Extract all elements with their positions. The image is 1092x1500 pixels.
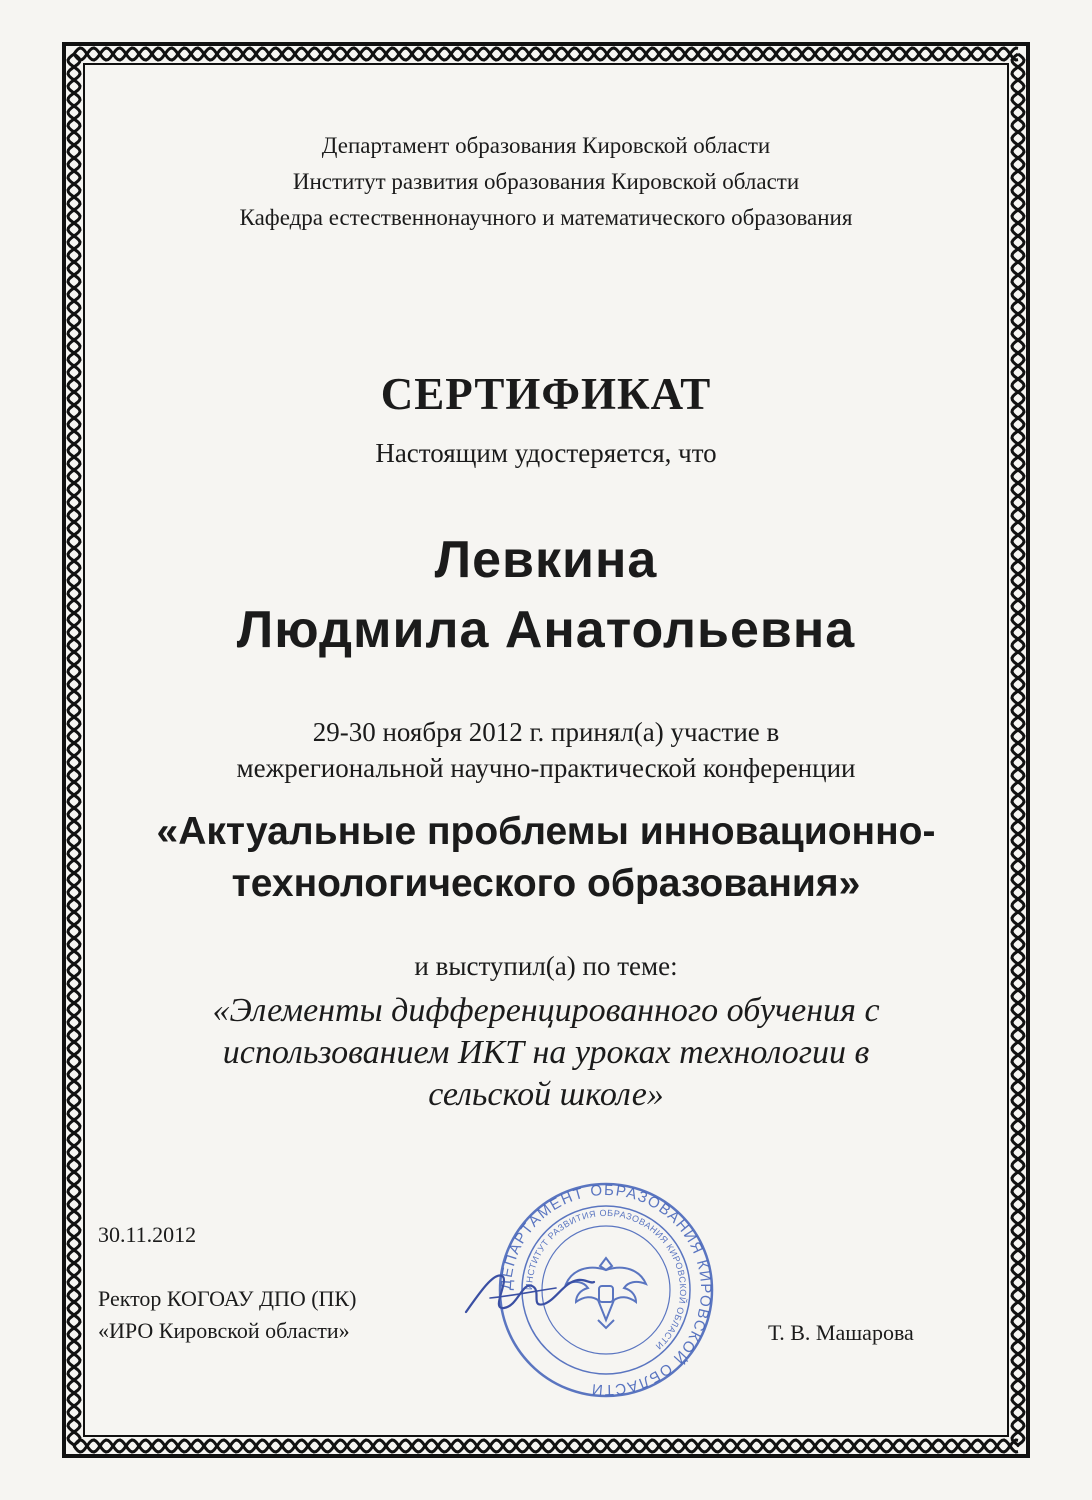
issue-date: 30.11.2012 — [98, 1222, 197, 1247]
topic-lead: и выступил(а) по теме: — [414, 951, 678, 981]
participation-statement — [0, 714, 1092, 786]
conference-title — [0, 806, 1092, 910]
certification-intro: Настоящим удостеряется, что — [375, 438, 717, 468]
recipient-given-names: Людмила Анатольевна — [236, 601, 856, 659]
signatory-name: Т. В. Машарова — [768, 1320, 914, 1345]
talk-topic-line-2: использованием ИКТ на уроках технологии в — [222, 1034, 870, 1071]
rector-line-2: «ИРО Кировской области» — [98, 1318, 350, 1343]
institute-line: Институт развития образования Кировской области — [292, 169, 800, 194]
recipient-surname: Левкина — [434, 531, 658, 589]
conference-title-line-2: технологического образования» — [231, 862, 861, 905]
seal-outer-text: ДЕПАРТАМЕНТ ОБРАЗОВАНИЯ КИРОВСКОЙ ОБЛАСТИ — [497, 1181, 715, 1399]
talk-topic-line-3: сельской школе» — [428, 1076, 664, 1113]
conference-title-line-1: «Актуальные проблемы инновационно- — [156, 810, 936, 853]
certificate-title: СЕРТИФИКАТ — [380, 369, 712, 419]
rector-title — [98, 1283, 356, 1347]
issuer-header — [0, 128, 1092, 236]
department-line: Департамент образования Кировской области — [321, 133, 771, 158]
seal-inner-text: ИНСТИТУТ РАЗВИТИЯ ОБРАЗОВАНИЯ КИРОВСКОЙ ОБЛАСТИ — [523, 1207, 689, 1352]
participation-line-2: межрегиональной научно-практической конференции — [236, 753, 856, 783]
talk-topic — [0, 990, 1092, 1116]
chair-line: Кафедра естественнонаучного и математического образования — [239, 205, 853, 230]
talk-topic-line-1: «Элементы дифференцированного обучения с — [212, 992, 880, 1029]
rector-line-1: Ректор КОГОАУ ДПО (ПК) — [98, 1286, 357, 1311]
participation-line-1: 29-30 ноября 2012 г. принял(а) участие в — [312, 717, 780, 747]
recipient-name — [0, 525, 1092, 665]
signature-icon — [460, 1252, 600, 1332]
